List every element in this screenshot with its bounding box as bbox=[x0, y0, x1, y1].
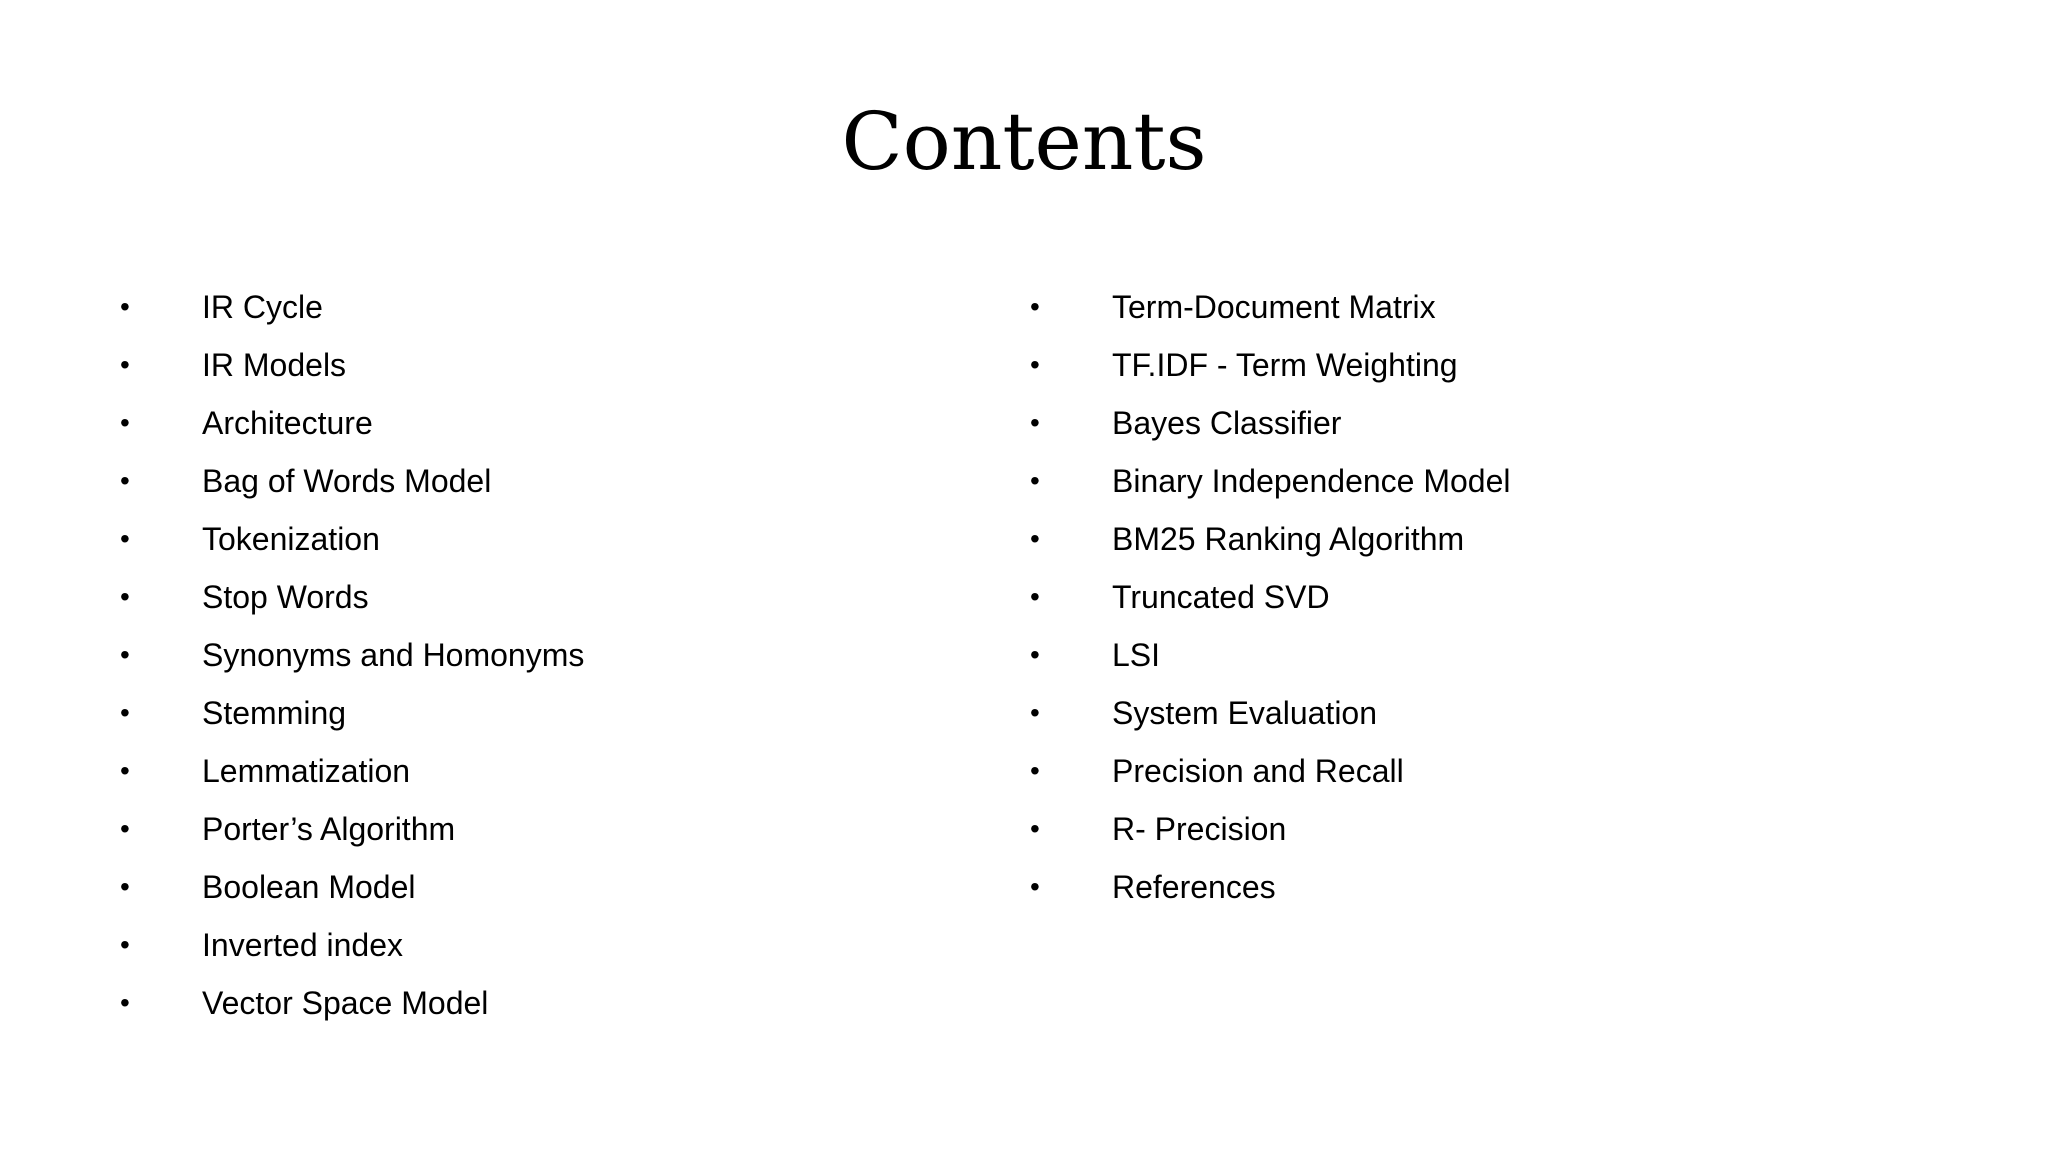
list-item-label: Stop Words bbox=[202, 579, 369, 615]
bullet-icon: • bbox=[120, 929, 130, 960]
bullet-icon: • bbox=[1030, 871, 1040, 902]
list-item bbox=[120, 401, 940, 459]
list-item bbox=[1030, 517, 1930, 575]
list-item-label: Binary Independence Model bbox=[1112, 463, 1511, 499]
list-item-label: Tokenization bbox=[202, 521, 380, 557]
list-item bbox=[120, 981, 940, 1039]
list-item-label: Synonyms and Homonyms bbox=[202, 637, 585, 673]
list-item-label: Inverted index bbox=[202, 927, 404, 963]
list-item-label: BM25 Ranking Algorithm bbox=[1112, 521, 1465, 557]
list-item-label: Vector Space Model bbox=[202, 985, 489, 1021]
bullet-icon: • bbox=[1030, 697, 1040, 728]
list-item-label: Stemming bbox=[202, 695, 347, 731]
list-item-label: Bayes Classifier bbox=[1112, 405, 1342, 441]
list-item bbox=[1030, 691, 1930, 749]
bullet-icon: • bbox=[1030, 523, 1040, 554]
list-item bbox=[120, 459, 940, 517]
list-item bbox=[1030, 343, 1930, 401]
list-item bbox=[1030, 285, 1930, 343]
bullet-icon: • bbox=[120, 523, 130, 554]
bullet-icon: • bbox=[120, 349, 130, 380]
list-item bbox=[1030, 633, 1930, 691]
bullet-icon: • bbox=[1030, 291, 1040, 322]
bullet-icon: • bbox=[1030, 581, 1040, 612]
list-item bbox=[1030, 575, 1930, 633]
list-item-label: Boolean Model bbox=[202, 869, 416, 905]
bullet-icon: • bbox=[120, 291, 130, 322]
list-item bbox=[1030, 459, 1930, 517]
list-item bbox=[120, 749, 940, 807]
list-item-label: Truncated SVD bbox=[1112, 579, 1330, 615]
list-item bbox=[1030, 401, 1930, 459]
list-item bbox=[120, 517, 940, 575]
contents-list-right bbox=[1030, 285, 1930, 923]
list-item-label: System Evaluation bbox=[1112, 695, 1378, 731]
list-item-label: Term-Document Matrix bbox=[1112, 289, 1436, 325]
bullet-icon: • bbox=[120, 987, 130, 1018]
slide-title: Contents bbox=[841, 95, 1207, 188]
list-item bbox=[1030, 807, 1930, 865]
list-item bbox=[120, 807, 940, 865]
bullet-icon: • bbox=[120, 407, 130, 438]
list-item-label: IR Cycle bbox=[202, 289, 323, 325]
list-item-label: TF.IDF - Term Weighting bbox=[1112, 347, 1458, 383]
list-item bbox=[1030, 865, 1930, 923]
list-item bbox=[120, 575, 940, 633]
bullet-icon: • bbox=[1030, 465, 1040, 496]
bullet-icon: • bbox=[1030, 755, 1040, 786]
list-item-label: IR Models bbox=[202, 347, 347, 383]
list-item-label: Lemmatization bbox=[202, 753, 411, 789]
list-item bbox=[120, 285, 940, 343]
bullet-icon: • bbox=[1030, 813, 1040, 844]
list-item-label: Architecture bbox=[202, 405, 373, 441]
bullet-icon: • bbox=[120, 871, 130, 902]
list-item-label: Porter’s Algorithm bbox=[202, 811, 456, 847]
bullet-icon: • bbox=[120, 755, 130, 786]
bullet-icon: • bbox=[1030, 407, 1040, 438]
bullet-icon: • bbox=[120, 813, 130, 844]
bullet-icon: • bbox=[120, 581, 130, 612]
list-item bbox=[120, 923, 940, 981]
list-item bbox=[1030, 749, 1930, 807]
bullet-icon: • bbox=[120, 639, 130, 670]
list-item-label: Bag of Words Model bbox=[202, 463, 492, 499]
contents-list-left bbox=[120, 285, 940, 1039]
list-item-label: R- Precision bbox=[1112, 811, 1287, 847]
bullet-icon: • bbox=[120, 465, 130, 496]
list-item-label: Precision and Recall bbox=[1112, 753, 1404, 789]
bullet-icon: • bbox=[1030, 349, 1040, 380]
bullet-icon: • bbox=[1030, 639, 1040, 670]
list-item-label: LSI bbox=[1112, 637, 1161, 673]
bullet-icon: • bbox=[120, 697, 130, 728]
list-item bbox=[120, 691, 940, 749]
list-item bbox=[120, 633, 940, 691]
list-item-label: References bbox=[1112, 869, 1276, 905]
list-item bbox=[120, 343, 940, 401]
list-item bbox=[120, 865, 940, 923]
